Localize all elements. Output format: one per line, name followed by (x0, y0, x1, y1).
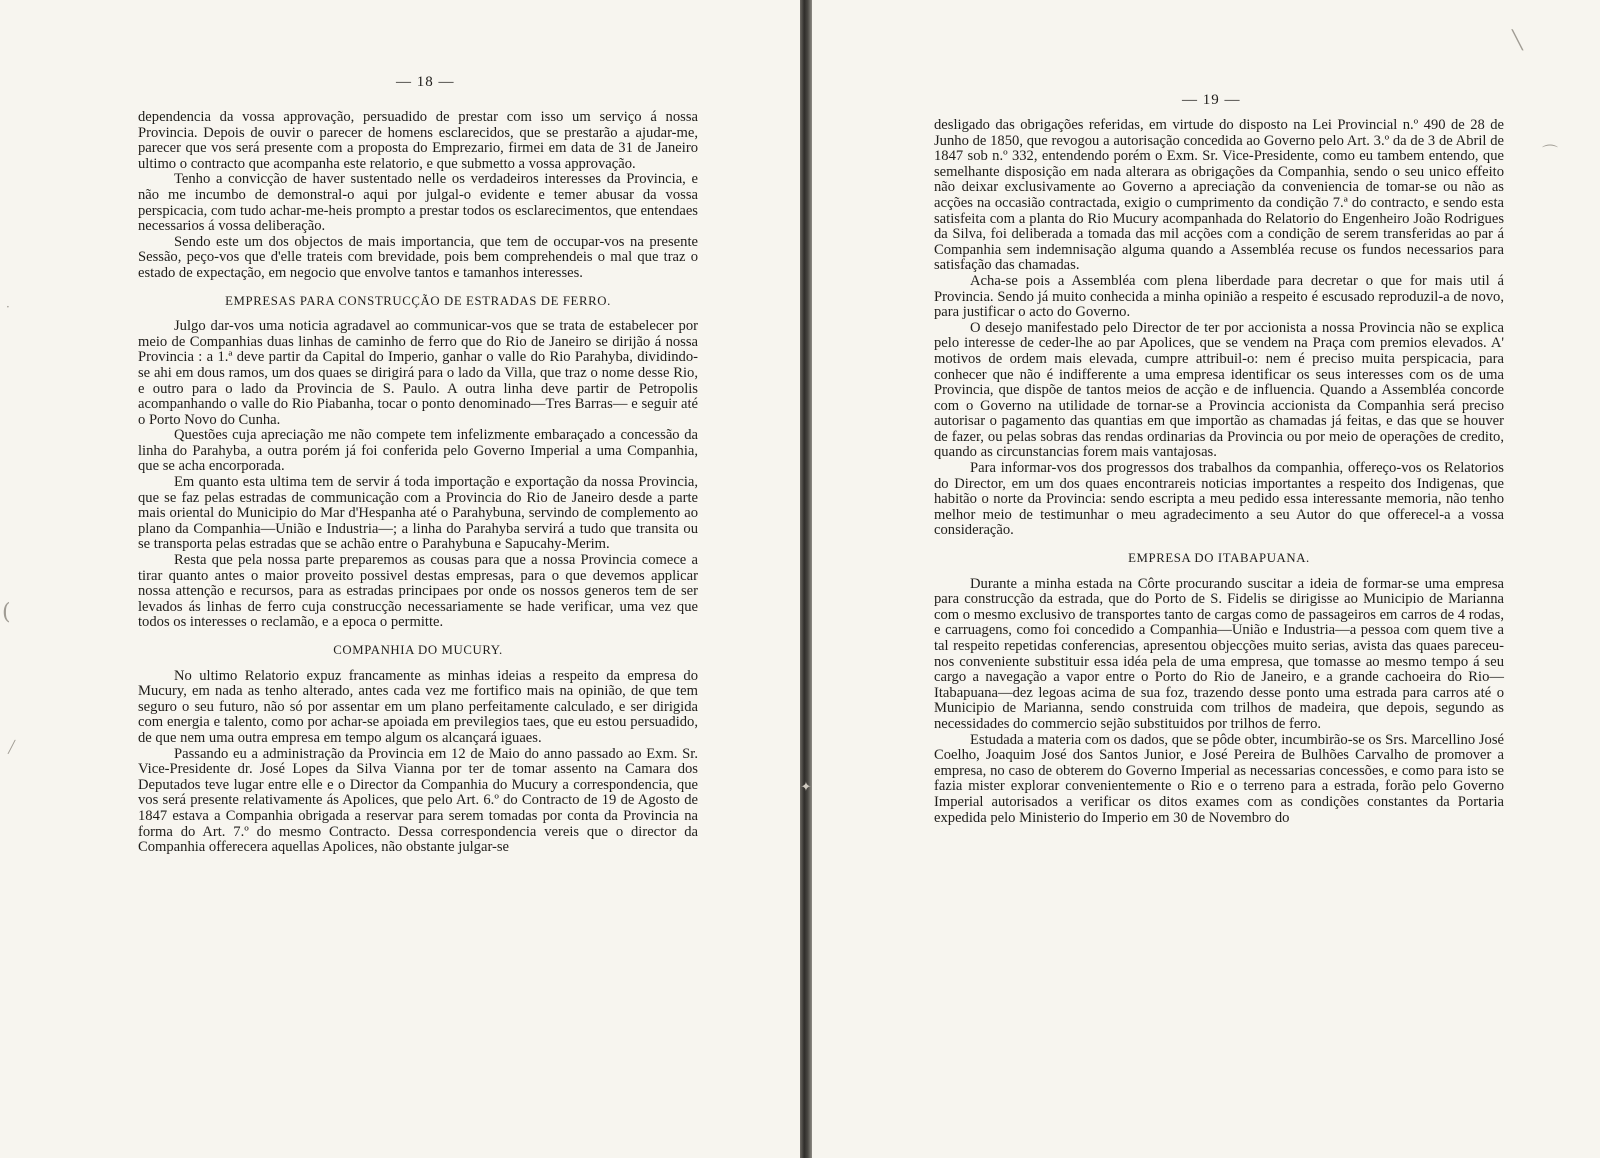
paragraph: desligado das obrigações referidas, em virtude do disposto na Lei Provincial n.º 490 de 28 de Junho de 1850, que revogou a autorisação concedida ao Governo pelo Art. 3.º da de 3 de Abril de 1847 sob n.º 332, entendendo porém o Exm. Sr. Vice-Presidente, como eu tambem entendo, que semelhante disposição em nada alterara as obrigações da Companhia, sendo o seu unico effeito não deixar exclusivamente ao Governo a apreciação da conveniencia de tomar-se ou não as acções na occasião contractada, exigio o cumprimento da condição 7.ª do contracto, e sendo esta satisfeita com a planta do Rio Mucury acompanhada do Relatorio do Engenheiro João Rodrigues da Silva, foi deliberada a tomada das mil acções com a condição de serem transferidas ao par á Companhia sem indemnisação alguma quando a Assembléa recuse os fundos necessarios para satisfação das chamadas. (934, 117, 1504, 274)
paragraph: Tenho a convicção de haver sustentado nelle os verdadeiros interesses da Provincia, e não me incumbo de demonstral-o aqui por julgal-o evidente e temer abusar da vossa perspicacia, com tudo achar-me-heis prompto a prestar todos os esclarecimentos, que entendaes necessarios á vossa deliberação. (138, 171, 698, 235)
scan-artifact: · (6, 300, 10, 314)
section-heading-itabapuana: EMPRESA DO ITABAPUANA. (1128, 551, 1310, 566)
scan-artifact: ╱ (8, 740, 16, 754)
page-number-right: — 19 — (1182, 92, 1241, 108)
right-text-column (934, 118, 1504, 826)
paragraph: Em quanto esta ultima tem de servir á toda importação e exportação da nossa Provincia, que se faz pelas estradas de communicação com a Provincia do Rio de Janeiro desde a parte mais oriental do Municipio do Mar d'Hespanha até o Parahybuna, servindo de complemento ao plano da Companhia—União e Industria—; a linha do Parahyba servirá a tudo que transita ou se transporta pelas estradas que se achão entre o Parahybuna e Sapucahy-Merim. (138, 474, 698, 553)
paragraph: Durante a minha estada na Côrte procurando suscitar a ideia de formar-se uma empresa para construcção da estrada, que do Porto de S. Fidelis se dirigisse ao Municipio de Marianna com o mesmo exclusivo de transportes tanto de cargas como de passageiros em carros de 4 rodas, e carruagens, como foi concedido a Companhia—União e Industria—a pessoa com quem tive a tal respeito repetidas conferencias, apresentou objecções muito serias, avista das quaes pareceu-nos conveniente substituir essa idéa pela de uma empresa, que tomasse ao mesmo tempo á seu cargo a navegação a vapor entre o Porto do Rio de Janeiro, e a grande cachoeira do Rio—Itabapuana—dez legoas acima de sua foz, trazendo desse ponto uma estrada para carros até o Municipio de Marianna, sendo construida com trilhos de madeira, que depois, segundo as necessidades do commercio sejão substituidos por trilhos de ferro. (934, 575, 1504, 732)
section-heading-mucury: COMPANHIA DO MUCURY. (333, 643, 503, 657)
gutter-ornament-icon: ✦ (800, 780, 812, 795)
right-page (812, 0, 1600, 1158)
section-heading-estradas-de-ferro: EMPRESAS PARA CONSTRUCÇÃO DE ESTRADAS DE FERRO. (225, 293, 611, 308)
paragraph: Julgo dar-vos uma noticia agradavel ao communicar-vos que se trata de estabelecer por meio de Companhias duas linhas de caminho de ferro que do Rio de Janeiro se dirijão á nossa Provincia : a 1.ª deve partir da Capital do Imperio, ganhar o valle do Rio Parahyba, dividindo-se ahi em dous ramos, um dos quaes se dirigirá para o lado da Villa, que traz o nome desse Rio, e outro para o lado da Provincia de S. Paulo. A outra linha deve partir de Petropolis acompanhando o valle do Rio Piabanha, tocar o ponto denominado—Tres Barras— e seguir até o Porto Novo do Cunha. (138, 318, 698, 428)
paragraph: Acha-se pois a Assembléa com plena liberdade para decretar o que for mais util á Provincia. Sendo já muito conhecida a minha opinião a respeito é escusado reproduzil-a de novo, para justificar o acto do Governo. (934, 272, 1504, 321)
paragraph: O desejo manifestado pelo Director de ter por accionista a nossa Provincia não se explica pelo interesse de ceder-lhe ao par Apolices, que se vendem na Praça com premios elevados. A' motivos de ordem mais elevada, cumpre attribuil-o: nem é preciso muita perspicacia, para conhecer que não é indifferente a uma empresa identificar os seus interesses com os de uma Provincia, que dispõe de tantos meios de acção e de influencia. Quando a Assembléa concorde com o Governo na utilidade de tornar-se a Provincia accionista da Companhia será preciso autorisar o pagamento das quantias em que importão as chamadas já feitas, e das que se houver de fazer, ou pelas sobras das rendas ordinarias da Provincia ou por meio de operações de credito, quando as circunstancias forem mais vantajosas. (934, 319, 1504, 461)
scan-artifact: ╲ (1512, 30, 1523, 51)
scan-artifact: ( (2, 600, 11, 625)
book-gutter (800, 0, 812, 1158)
paragraph: Questões cuja apreciação me não compete tem infelizmente embaraçado a concessão da linha do Parahyba, a outra porém já foi conferida pelo Governo Imperial a uma Companhia, que se acha encorporada. (138, 427, 698, 475)
paragraph: dependencia da vossa approvação, persuadido de prestar com isso um serviço á nossa Provincia. Depois de ouvir o parecer de homens esclarecidos, que se prestarão a ajudar-me, parecer que vos será presente com a proposta do Emprezario, firmei em data de 31 de Janeiro ultimo o contracto que acompanha este relatorio, e que submetto a vossa approvação. (138, 109, 698, 172)
paragraph: Sendo este um dos objectos de mais importancia, que tem de occupar-vos na presente Sessão, peço-vos que d'elle trateis com brevidade, pois bem comprehendeis o mal que traz o estado de expectação, em negocio que envolve tantos e tamanhos interesses. (138, 233, 698, 281)
scan-artifact: ⌒ (1542, 143, 1559, 162)
paragraph: Passando eu a administração da Provincia em 12 de Maio do anno passado ao Exm. Sr. Vice-Presidente dr. José Lopes da Silva Vianna por ter de tomar assento na Camara dos Deputados teve lugar entre elle e o Director da Companhia do Mucury a correspondencia, que vos será presente relativamente ás Apolices, que pelo Art. 6.º do Contracto de 19 de Agosto de 1847 estava a Companhia obrigada a reservar para serem tomadas por conta da Provincia na forma do Art. 7.º do mesmo Contracto. Dessa correspondencia vereis que o director da Companhia offerecera aquellas Apolices, não obstante julgar-se (138, 745, 698, 856)
left-text-column (138, 110, 698, 856)
paragraph: No ultimo Relatorio expuz francamente as minhas ideias a respeito da empresa do Mucury, em nada as tenho alterado, antes cada vez me fortifico mais na opinião, de que tem seguro o seu futuro, não só por assentar em um plano perfeitamente calculado, e ser dirigida com energia e talento, como por achar-se apoiada em previlegios taes, que eu estou persuadido, de que nem uma outra empresa em tempo algum os alcançará iguaes. (138, 667, 698, 746)
page-number-left: — 18 — (396, 74, 455, 90)
paragraph: Estudada a materia com os dados, que se pôde obter, incumbirão-se os Srs. Marcellino José Coelho, Joaquim José dos Santos Junior, e José Pereira de Bulhões Carvalho de promover a empresa, no caso de obterem do Governo Imperial as necessarias concessões, e como para isto se fazia mister explorar convenientemente o Rio e o terreno para a estrada, forão pelo Governo Imperial autorisados a verificar os ditos exames com as condições constantes da Portaria expedida pelo Ministerio do Imperio em 30 de Novembro do (934, 731, 1504, 826)
paragraph: Para informar-vos dos progressos dos trabalhos da companhia, offereço-vos os Relatorios do Director, em um dos quaes encontrareis noticias importantes a respeito dos Indigenas, que habitão o norte da Provincia: sendo escripta a meu pedido essa interessante memoria, não tenho melhor meio de testimunhar o meu agradecimento a seu Autor do que offerecel-a a vossa consideração. (934, 460, 1504, 539)
paragraph: Resta que pela nossa parte preparemos as cousas para que a nossa Provincia comece a tirar quanto antes o maior proveito possivel destas empresas, para o que devemos applicar nossa attenção e recursos, para as estradas principaes por onde os nossos generos tem de ser levados ás linhas de ferro cuja construcção necessariamente se hade verificar, uma vez que todos os interesses o reclamão, e a epoca o permitte. (138, 552, 698, 631)
